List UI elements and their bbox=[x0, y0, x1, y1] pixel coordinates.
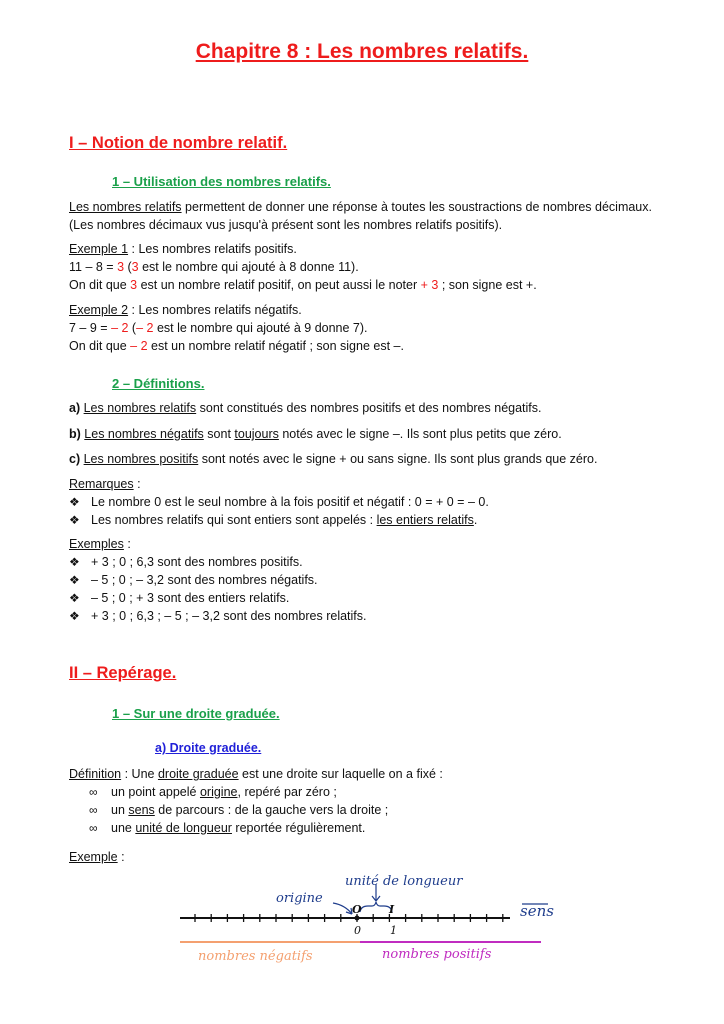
definition-a-letter: a) bbox=[69, 401, 81, 415]
subsection-heading-2-1: 1 – Sur une droite graduée. bbox=[112, 706, 280, 721]
definition-b-letter: b) bbox=[69, 427, 81, 441]
example-1-value-2: 3 bbox=[130, 278, 138, 292]
origin-arrow bbox=[333, 903, 352, 914]
example-2-label: Exemple 2 bbox=[69, 303, 129, 317]
intro-rest: permettent de donner une réponse à toutes les soustractions de nombres décimaux. (Les nombres décimaux vus jusqu'à présent sont les nombres relatifs positifs). bbox=[69, 200, 652, 232]
o-letter: O bbox=[352, 903, 362, 916]
diamond-bullet-icon: ❖ bbox=[69, 555, 80, 569]
remark-item-end: . bbox=[473, 513, 478, 527]
diamond-bullet-icon: ❖ bbox=[69, 513, 80, 527]
example-2-text: : Les nombres relatifs négatifs. bbox=[128, 303, 302, 317]
positive-numbers-label: nombres positifs bbox=[382, 947, 492, 962]
section-heading-1: I – Notion de nombre relatif. bbox=[69, 134, 288, 152]
definition-item-term: unité de longueur bbox=[135, 821, 232, 835]
definition-c-letter: c) bbox=[69, 452, 81, 466]
definition-item-end: reportée régulièrement. bbox=[231, 821, 366, 835]
example-2-line2: 7 – 9 = bbox=[69, 321, 112, 335]
definition-item: une bbox=[111, 821, 136, 835]
example-label: Exemple bbox=[69, 850, 118, 864]
definition-text: : Une bbox=[121, 767, 158, 781]
examples-colon: : bbox=[123, 537, 131, 551]
subsection-heading-1-1: 1 – Utilisation des nombres relatifs. bbox=[112, 174, 331, 189]
example-1-result: 3 bbox=[117, 260, 125, 274]
example-2-explanation: est le nombre qui ajouté à 9 donne 7). bbox=[153, 321, 368, 335]
definition-text-end: est une droite sur laquelle on a fixé : bbox=[238, 767, 443, 781]
example-colon: : bbox=[117, 850, 125, 864]
unit-brace bbox=[360, 902, 392, 912]
example-item: + 3 ; 0 ; 6,3 sont des nombres positifs. bbox=[91, 555, 303, 569]
remarks-colon: : bbox=[133, 477, 141, 491]
examples-label: Exemples bbox=[69, 537, 124, 551]
example-1-label: Exemple 1 bbox=[69, 242, 129, 256]
example-1-line3-end: ; son signe est +. bbox=[438, 278, 537, 292]
remark-item: Les nombres relatifs qui sont entiers sont appelés : bbox=[91, 513, 377, 527]
example-1-signed-value: + 3 bbox=[420, 278, 439, 292]
example-1-value: 3 bbox=[131, 260, 139, 274]
page-title: Chapitre 8 : Les nombres relatifs. bbox=[195, 40, 529, 63]
definition-label: Définition bbox=[69, 767, 122, 781]
diamond-bullet-icon: ❖ bbox=[69, 609, 80, 623]
diamond-bullet-icon: ❖ bbox=[69, 591, 80, 605]
example-item: + 3 ; 0 ; 6,3 ; – 5 ; – 3,2 sont des nombres relatifs. bbox=[91, 609, 367, 623]
example-2-value-2: – 2 bbox=[130, 339, 148, 353]
diamond-bullet-icon: ❖ bbox=[69, 495, 80, 509]
definition-b-mid: sont bbox=[203, 427, 235, 441]
example-1-text: : Les nombres relatifs positifs. bbox=[128, 242, 297, 256]
intro-term: Les nombres relatifs bbox=[69, 200, 182, 214]
i-letter: I bbox=[389, 903, 395, 916]
unit-label: unité de longueur bbox=[345, 874, 463, 889]
remark-item: Le nombre 0 est le seul nombre à la fois positif et négatif : 0 = + 0 = – 0. bbox=[91, 495, 489, 509]
example-1-explanation: est le nombre qui ajouté à 8 donne 11). bbox=[138, 260, 359, 274]
definition-item-term: sens bbox=[128, 803, 155, 817]
example-2-value: – 2 bbox=[136, 321, 154, 335]
infinity-bullet-icon: ∞ bbox=[89, 785, 98, 799]
subsubsection-heading-2-1-a: a) Droite graduée. bbox=[155, 741, 262, 755]
definition-term: droite graduée bbox=[157, 767, 239, 781]
definition-item-end: de parcours : de la gauche vers la droite ; bbox=[154, 803, 389, 817]
definition-item: un point appelé bbox=[111, 785, 200, 799]
example-2-line3: On dit que bbox=[69, 339, 131, 353]
infinity-bullet-icon: ∞ bbox=[89, 803, 98, 817]
definition-c-text: sont notés avec le signe + ou sans signe. Ils sont plus grands que zéro. bbox=[198, 452, 598, 466]
zero-label: 0 bbox=[354, 924, 361, 937]
infinity-bullet-icon: ∞ bbox=[89, 821, 98, 835]
definition-b-term-2: toujours bbox=[234, 427, 279, 441]
definition-b-text: notés avec le signe –. Ils sont plus petits que zéro. bbox=[278, 427, 562, 441]
negative-numbers-label: nombres négatifs bbox=[198, 949, 313, 964]
one-label: 1 bbox=[390, 924, 397, 937]
definition-item-end: , repéré par zéro ; bbox=[237, 785, 337, 799]
example-2-paren: ( bbox=[128, 321, 137, 335]
origin-point bbox=[355, 916, 360, 921]
definition-a-text: sont constitués des nombres positifs et des nombres négatifs. bbox=[196, 401, 542, 415]
definition-item: un bbox=[111, 803, 129, 817]
subsection-heading-1-2: 2 – Définitions. bbox=[112, 376, 205, 391]
remark-item-term: les entiers relatifs bbox=[376, 513, 474, 527]
definition-a-term: Les nombres relatifs bbox=[83, 401, 197, 415]
example-item: – 5 ; 0 ; + 3 sont des entiers relatifs. bbox=[91, 591, 290, 605]
example-1-paren: ( bbox=[124, 260, 132, 274]
definition-item-term: origine bbox=[199, 785, 238, 799]
example-1-line2: 11 – 8 = bbox=[69, 260, 118, 274]
definition-c-term: Les nombres positifs bbox=[83, 452, 199, 466]
definition-b-term: Les nombres négatifs bbox=[84, 427, 204, 441]
origine-label: origine bbox=[276, 891, 323, 906]
example-item: – 5 ; 0 ; – 3,2 sont des nombres négatifs. bbox=[91, 573, 318, 587]
example-1-line3-mid: est un nombre relatif positif, on peut aussi le noter bbox=[137, 278, 421, 292]
diamond-bullet-icon: ❖ bbox=[69, 573, 80, 587]
example-2-result: – 2 bbox=[111, 321, 129, 335]
example-1-line3: On dit que bbox=[69, 278, 131, 292]
section-heading-2: II – Repérage. bbox=[69, 664, 177, 682]
sens-label: sens bbox=[520, 902, 554, 920]
remarks-label: Remarques bbox=[69, 477, 134, 491]
example-2-line3-end: est un nombre relatif négatif ; son signe est –. bbox=[147, 339, 404, 353]
